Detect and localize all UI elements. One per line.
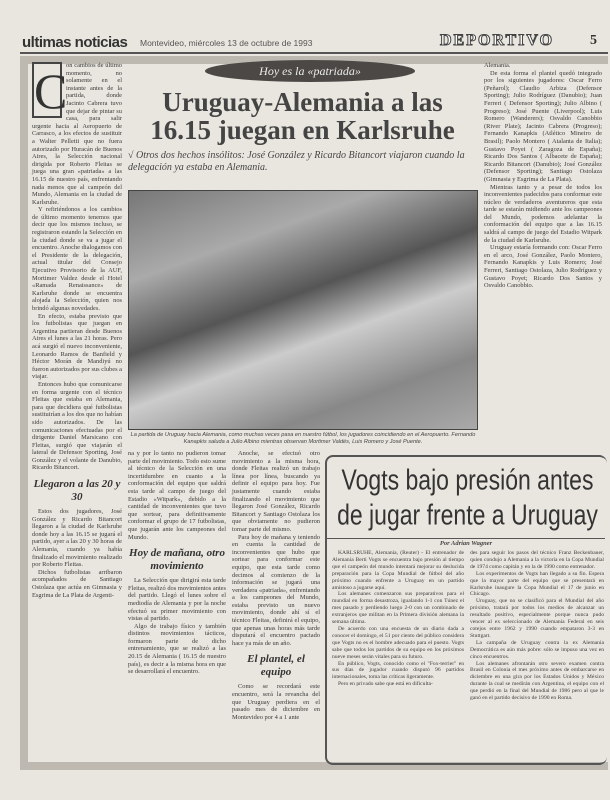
drop-cap: C — [34, 63, 68, 119]
article-column-2 — [128, 450, 226, 676]
paragraph: Alemania. — [484, 62, 511, 69]
paragraph: En efecto, estaba previsto que los futbolistas que juegan en Argentina partieran desde Buenos Aires el lunes a las 21 horas. Pero acá surgió el nuevo inconveniente, Leonardo Ramos de Banfield y Héctor Morán de Mandiyú no fueron autorizados por sus clubes a viajar. — [32, 312, 122, 381]
kicker-banner: Hoy es la «patriada» — [205, 60, 415, 82]
paragraph: Los alemanes comenzaron sus preparativos para el mundial en forma desastroza, igualando 1-1 con Túnez el mes pasado y perdiendo luego 2-0 con un combinado de extranjeros que militan en la Primera división alemana la semana última. — [332, 591, 464, 626]
section-title: DEPORTIVO — [440, 32, 555, 49]
headline: Uruguay-Alemania a las 16.15 juegan en Karlsruhe — [150, 87, 455, 145]
vogts-column-1 — [332, 550, 464, 688]
paragraph: Anoche, se efectuó otro movimiento a la misma hora, donde Fleitas realizó un trabajo línea por línea, buscando ya definir el equipo para hoy. Fue justamente cuando estaba finalizando el movimiento que llegaron José González, Ricardo Bitancort y Santiago Ostolaza los que obviamente no pudieron tomar parte del mismo. — [232, 450, 320, 533]
vogts-headline: Vogts bajo presión antes de jugar frente a Uruguay — [337, 463, 598, 531]
article-column-3 — [232, 450, 320, 721]
paragraph: Uruguay estaría formando con: Oscar Ferro en el arco, José González, Paolo Montero, Fernando Kanapkis y Luis Romero; José Ferreri, Santiago Ostolaza, Julio Rodríguez y Gustavo Poyet; Ricardo Dos Santos y Osvaldo Canobbio. — [484, 244, 602, 290]
photo-caption: La partida de Uruguay hacia Alemania, como muchas veces pasa en nuestro fútbol, los jugadores coincidiendo en el Aeropuerto. Fernando Kanapkis saluda a Julio Albino mientras observan Mortimer Valdés, Luis Romero y José Puente. — [130, 432, 476, 445]
paragraph: Como se recordará este encuentro, será la revancha del que Uruguay perdiera en el pasado mes de diciembre en Montevideo por 4 a 1 ante — [232, 683, 320, 721]
paragraph: Algo de trabajo físico y también distintos movimientos tácticos, formaron parte de dicho entrenamiento, que se realizó a las 20.15 de Alemania ( 16.15 de nuestro país), es decir a la misma hora en que se desarrollará el encuentro. — [128, 622, 226, 676]
paragraph: Entonces hubo que comunicarse en forma urgente con el técnico Fleitas que estaba en Alemania, para que decidiera qué futbolistas sustituirían a los dos que no habían sido autorizados. De las comunicaciones efectuadas por el dirigente Daniel Marsicano con Fleitas, surgió que viajarán el lateral de Defensor Sporting, José González y el volante de Danubio, Ricardo Bitancort. — [32, 380, 122, 472]
paragraph: La Selección que dirigirá esta tarde Fleitas, realizó dos movimientos antes del partido. Llegó el lunes sobre el mediodía de Alemania y por la noche efectuó su primer movimiento con vistas al partido. — [128, 577, 226, 623]
article-column-1 — [32, 62, 122, 599]
header-rule — [20, 52, 608, 54]
paragraph: Los experimentos de Vogts han llegado a su fin. Espera que la mayor parte del equipo que se presentará en Karlsruhe inaugure la Copa Mundial el 17 de junio en Chicago. — [470, 570, 604, 598]
paragraph: La campaña de Uruguay contra la ex Alemania Democrática es aún más pobre: sólo se impuso una vez en cinco encuentros. — [470, 639, 604, 660]
paragraph: KARLSRUHE, Alemania, (Reuter) - El entrenador de Alemania Berti Vogts se encuentra bajo presión al tiempo que el campeón del mundo intentará mejorar su deslucida preparación para la Copa Mundial de fútbol del año próximo cuando enfrente a Uruguay en un partido amistoso a jugarse aquí. — [332, 550, 464, 591]
paragraph: En público, Vogts, conocido como el "Fox-terrier" en sus días de jugador cuando disputó 96 partidos internacionales, toma las críticas ligeramente. — [332, 660, 464, 681]
article-column-4 — [484, 62, 602, 290]
paragraph: De acuerdo con una encuesta de un diario dada a conocer el domingo, el 51 por ciento del público considera que Vogts no es el hombre adecuado para el puesto. Vogts sabe que todos los partidos de su equipo en los próximos nueve meses serán vitales para su futuro. — [332, 625, 464, 660]
paragraph: Los alemanes afrontarán otro severo examen contra Brasil en Colonia el mes próximo antes de embarcarse en diciembre en una gira por los Estados Unidos y México durante la cual se medirán con Argentina, el equipo con el que perdió en la final del Mundial de 1986 pero al que le ganó en el partido decisivo de 1990 en Roma. — [470, 660, 604, 702]
paragraph: na y por lo tanto no pudieron tomar parte del movimiento. Todo esto sume al técnico de la Selección en una incertidumbre en cuanto a la conformación del equipo que saldrá esta tarde al campo de juego del Estadio «Witpark», debido a la cantidad de inconvenientes que tuvo que sortear, para definitivamente conformar el grupo de 17 futbolistas, que jugarán ante los campeones del Mundo. — [128, 450, 226, 541]
paragraph: Y refiriéndonos a los cambios de último momento tenemos que decir que los mismos incluso, se registraron estando la Selección en la ciudad donde se va a jugar el encuentro. Anoche dialogamos con el Presidente de la delegación, actual titular del Consejo Ejecutivo Provisorio de la AUF, Mortimer Valdez desde el Hotel «Ramada Renaissance» de Karlsruhe donde se encuentra alojada la Selección, quien nos brindó algunas novedades. — [32, 206, 122, 312]
vogts-column-2 — [470, 550, 604, 702]
paragraph: Mientras tanto y a pesar de todos los inconvenientes padecidos para conformar este núcleo de verdaderos aventureros que esta tarde se estarán midiendo ante los campeones del Mundo, podemos adelantar la conformación del equipo que a las 16.15 saldrá al campo de juego del Estadio Witpark de la ciudad de Karlsruhe. — [484, 183, 602, 244]
paragraph: Para hoy de mañana y teniendo en cuenta la cantidad de inconvenientes que hubo que sortear para conformar este equipo, que esta tarde como decimos al comienzo de la información se jugará una verdadera «patriada», enfrentando a los campeones del Mundo, estaba previsto un nuevo movimiento, donde ahí sí el técnico Fleitas, definirá el equipo, que apenas unas horas más tarde disputará el encuentro pactado hace ya más de un año. — [232, 533, 320, 647]
deck: √ Otros dos hechos insólitos: José González y Ricardo Bitancort viajaron cuando la delegación ya estaba en Alemania. — [128, 150, 465, 173]
paragraph: De esta forma el plantel quedó integrado por los siguientes jugadores: Oscar Ferro (Peñarol); Claudio Arbiza (Defensor Sporting); Julio Rodríguez (Danubio); Juan Ferreri ( Defensor Sporting); Julio Albino ( Progreso); José Puente (Liverpool); Luis Romero (Wanderers); Osvaldo Canobbio (River Plate); Jacinto Cabrera (Progreso); Fernando Kanapkis (Atlético Mineiro de Brasil); Paolo Montero ( Atalanta de Italia); Gustavo Poyet ( Zaragoza de España); Ricardo Dos Santos ( Albacete de España); Ricardo Bitancort (Danubio); José González (Defensor Sporting); Santiago Ostolaza (Gimnasia y Esgrima de La Plata). — [484, 69, 602, 183]
paragraph: on cambios de último momento, no solamente en el instante antes de la partida, donde Jacinto Cabrera tuvo que dejar de pintar su casa, para salir urgente hacia al Aeropuerto de Carrasco, a los efectos de sustituir a Walter Pelletti que no fuera autorizado por Huracán de Buenos Aires, la Selección nacional dirigida por Roberto Fleitas se juega una gran «patriada» a las 16.15 de nuestro país, enfrentando nada menos que al campeón del Mundo, Alemania en la ciudad de Karlsruhe. — [32, 62, 122, 206]
paragraph: Uruguay, que no se clasificó para el Mundial del año próximo, tratará por todos los medios de alcanzar un resultado positivo, especialmente porque nunca pudo vencer al ex seleccionado de Alemania Federal en seis cotejos entre 1962 y 1990 cuando empataron 3-3 en Stuttgart. — [470, 598, 604, 639]
subheading: El plantel, el equipo — [247, 653, 305, 679]
subheading: Hoy de mañana, otro movimiento — [129, 547, 225, 573]
paragraph: Dichos futbolistas arribaron acompañados de Santiago Ostolaza que actúa en Gimnasia y Esgrima de La Plata de Argenti- — [32, 568, 122, 599]
byline: Por Adrian Wagner — [327, 538, 605, 547]
paragraph: des para seguir los pasos del técnico Franz Beckenbauer, quien condujo a Alemania a la victoria en la Copa Mundial de 1974 como capitán y en la de 1990 como entrenador. — [470, 550, 604, 570]
page-number: 5 — [590, 33, 597, 48]
issue-date: Montevideo, miércoles 13 de octubre de 1993 — [140, 38, 313, 48]
newspaper-logo: ultimas noticias — [22, 34, 128, 51]
subheading: Llegaron a las 20 y 30 — [33, 478, 121, 504]
paragraph: Estos dos jugadores, José González y Ricardo Bitancort llegaron a la ciudad de Karlsruhe donde hoy a las 16.15 se jugará el partido, ayer a las 20 y 30 horas de Alemania, cuando ya había finalizado el movimiento realizado por Roberto Fleitas. — [32, 508, 122, 569]
paragraph: Pero en privado sabe que está en dificulta- — [338, 681, 433, 688]
news-photo — [128, 190, 478, 430]
